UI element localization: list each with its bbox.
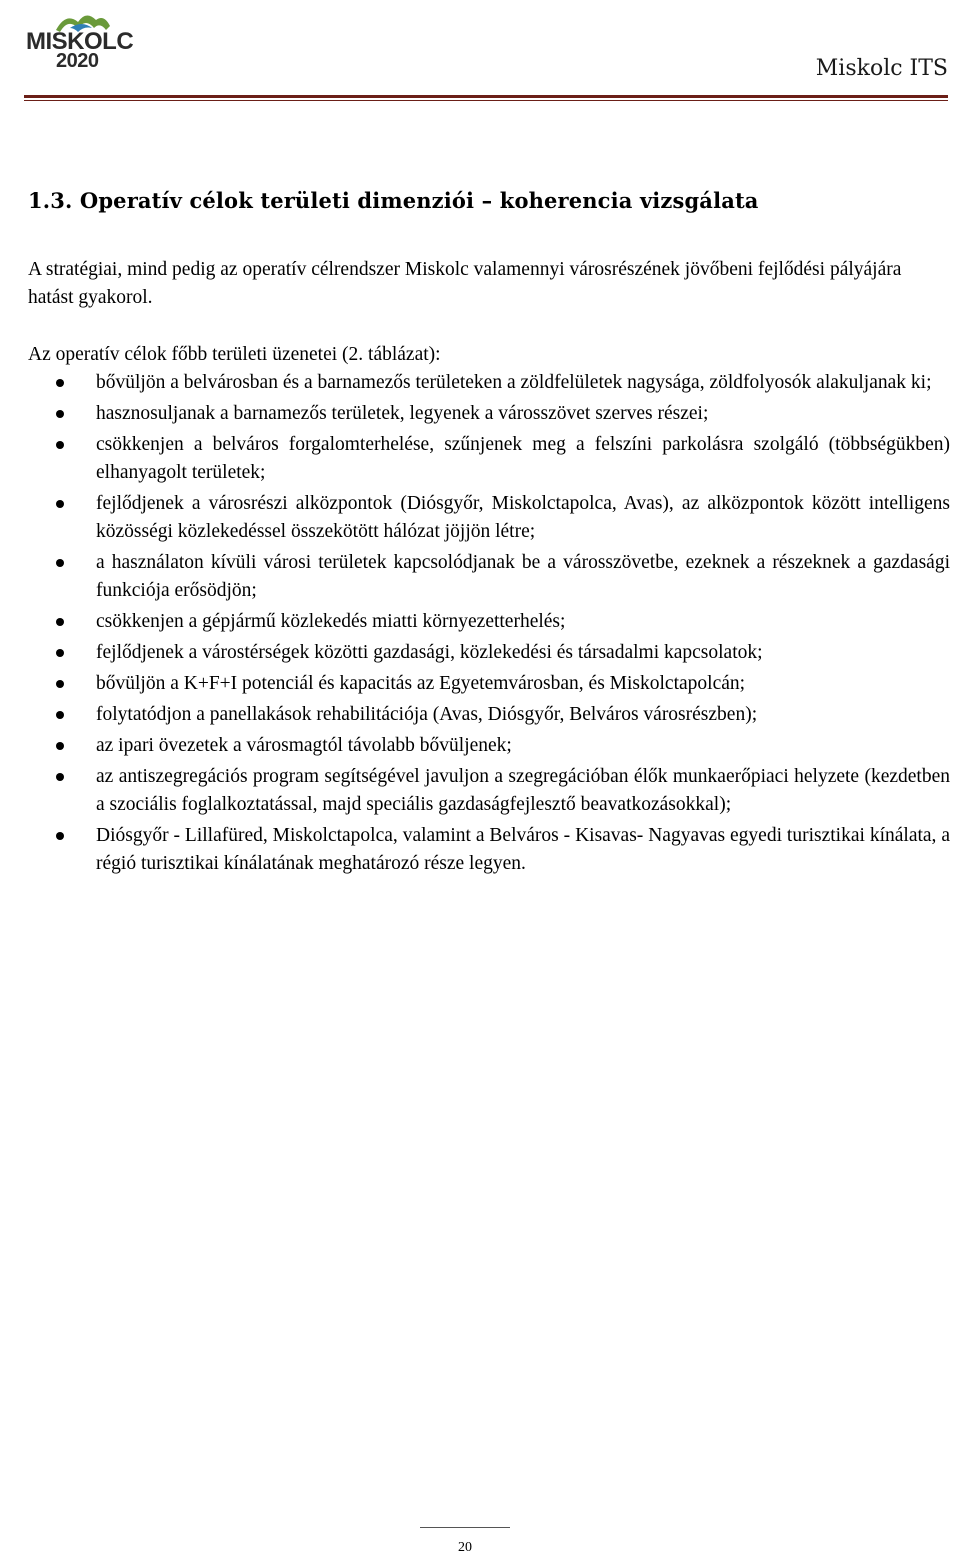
list-item [28, 701, 950, 729]
list-item-text: bővüljön a K+F+I potenciál és kapacitás az Egyetemvárosban, és Miskolctapolcán; [96, 673, 746, 694]
lead-paragraph: Az operatív célok főbb területi üzenetei (2. táblázat): [28, 344, 441, 365]
list-item-text: csökkenjen a belváros forgalomterhelése, szűnjenek meg a felszíni parkolásra szolgáló (többségükben) elhanyagolt területek; [96, 434, 950, 483]
section-heading: 1.3. Operatív célok területi dimenziói – koherencia vizsgálata [28, 188, 759, 213]
bullet-icon [56, 559, 64, 567]
list-item-text: bővüljön a belvárosban és a barnamezős területeken a zöldfelületek nagysága, zöldfolyosók alakuljanak ki; [96, 372, 932, 393]
footer-divider [420, 1527, 510, 1528]
list-item-text: az antiszegregációs program segítségével javuljon a szegregációban élők munkaerőpiaci helyzete (kezdetben a szociális foglalkoztatással, majd speciális gazdaságfejlesztő beavatkozásokkal); [96, 766, 950, 815]
list-item [28, 639, 950, 667]
list-item [28, 822, 950, 878]
document-title: Miskolc ITS [815, 56, 948, 81]
list-item-text: folytatódjon a panellakások rehabilitációja (Avas, Diósgyőr, Belváros városrészben); [96, 704, 758, 725]
bullet-icon [56, 773, 64, 781]
intro-paragraph: A stratégiai, mind pedig az operatív célrendszer Miskolc valamennyi városrészének jövőbeni fejlődési pályájára hatást gyakorol. [28, 259, 902, 308]
list-item [28, 490, 950, 546]
header-divider [24, 95, 948, 101]
list-item-text: csökkenjen a gépjármű közlekedés miatti környezetterhelés; [96, 611, 566, 632]
objectives-list [28, 369, 950, 881]
logo-name: MISKOLC [26, 28, 134, 55]
bullet-icon [56, 649, 64, 657]
list-item [28, 431, 950, 487]
logo-year: 2020 [56, 50, 99, 72]
bullet-icon [56, 379, 64, 387]
page-number: 20 [458, 1540, 472, 1555]
list-item [28, 369, 950, 397]
list-item-text: hasznosuljanak a barnamezős területek, legyenek a városszövet szerves részei; [96, 403, 709, 424]
list-item-text: a használaton kívüli városi területek kapcsolódjanak be a városszövetbe, ezeknek a részeknek a gazdasági funkciója erősödjön; [96, 552, 950, 601]
bullet-icon [56, 711, 64, 719]
list-item [28, 763, 950, 819]
list-item [28, 670, 950, 698]
list-item-text: Diósgyőr - Lillafüred, Miskolctapolca, valamint a Belváros - Kisavas- Nagyavas egyedi turisztikai kínálata, a régió turisztikai kínálatának meghatározó része legyen. [96, 825, 950, 874]
bullet-icon [56, 441, 64, 449]
list-item-text: fejlődjenek a városrészi alközpontok (Diósgyőr, Miskolctapolca, Avas), az alközpontok között intelligens közösségi közlekedéssel összekötött hálózat jöjjön létre; [96, 493, 950, 542]
bullet-icon [56, 742, 64, 750]
bullet-icon [56, 500, 64, 508]
list-item-text: fejlődjenek a várostérségek közötti gazdasági, közlekedési és társadalmi kapcsolatok; [96, 642, 763, 663]
bullet-icon [56, 618, 64, 626]
bullet-icon [56, 680, 64, 688]
list-item-text: az ipari övezetek a városmagtól távolabb bővüljenek; [96, 735, 512, 756]
list-item [28, 608, 950, 636]
list-item [28, 732, 950, 760]
bullet-icon [56, 832, 64, 840]
bullet-icon [56, 410, 64, 418]
list-item [28, 400, 950, 428]
list-item [28, 549, 950, 605]
